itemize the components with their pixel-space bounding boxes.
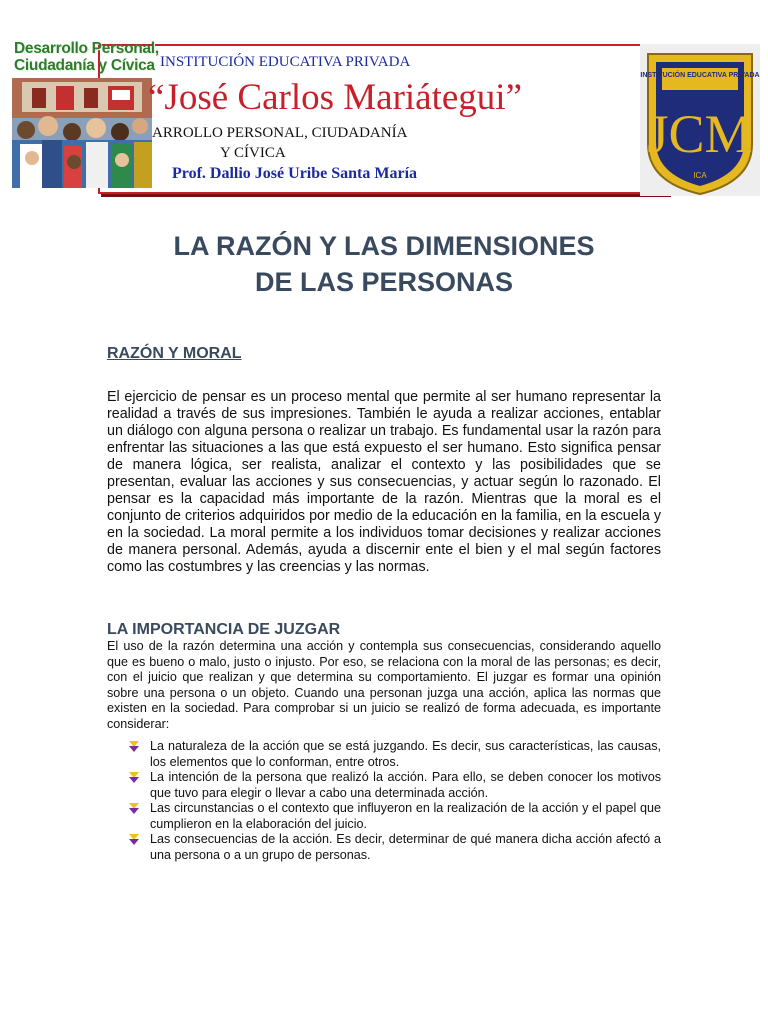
school-name: “José Carlos Mariátegui” — [148, 77, 522, 118]
list-item-text: Las circunstancias o el contexto que influyeron en la realización de la acción y el papel que cumplieron en la elaboración del juicio. — [150, 801, 661, 831]
list-item-text: Las consecuencias de la acción. Es decir, determinar de qué manera dicha acción afectó a una persona o a un grupo de personas. — [150, 832, 661, 862]
section-paragraph-importancia-juzgar: El uso de la razón determina una acción y contempla sus consecuencias, considerando aquello que es bueno o malo, justo o injusto. Por eso, se relaciona con la moral de las personas; es decir, con el juicio que realizan y que determina su comportamiento. El juzgar es formar una opinión sobre una persona o un objeto. Cuando una personan juzga una acción, aplica las normas que existen en la sociedad. Para comprobar si un juicio se realizó de forma adecuada, es importante considerar: — [107, 639, 661, 731]
institution-type: INSTITUCIÓN EDUCATIVA PRIVADA — [160, 54, 411, 70]
course-name-line1: ARROLLO PERSONAL, CIUDADANÍA — [152, 125, 408, 141]
section-heading-razon-moral: RAZÓN Y MORAL — [107, 345, 242, 362]
section-paragraph-razon-moral: El ejercicio de pensar es un proceso mental que permite al ser humano representar la realidad a través de sus impresiones. También le ayuda a realizar acciones, entablar un diálogo con alguna persona o realizar un trabajo. Es fundamental usar la razón para enfrentar las situaciones a las que está expuesto el ser humano. Esto significa pensar de manera lógica, ser realista, analizar el contexto y las posibilidades que se presentan, evaluar las acciones y sus consecuencias, y actuar según lo razonado. El pensar es la capacidad más importante de la razón. Mientras que la moral es el conjunto de criterios adquiridos por medio de la educación en la familia, en la escuela y en la sociedad. La moral permite a los individuos tomar decisiones y realizar acciones de manera personal. Además, ayuda a discernir ente el bien y el mal según factores como las costumbres y las creencias y las normas. — [107, 389, 661, 575]
students-collage-image — [12, 78, 152, 188]
arrow-bullet-icon — [127, 803, 141, 815]
crest-top-text: INSTITUCIÓN EDUCATIVA PRIVADA — [640, 72, 760, 79]
document-title-line2: DE LAS PERSONAS — [254, 267, 514, 297]
crest-monogram: JCM — [647, 104, 753, 164]
considerations-list — [127, 739, 661, 863]
course-logo-text-line2: Ciudadanía y Cívica — [14, 57, 155, 74]
course-logo-text — [14, 40, 164, 74]
school-crest-logo — [640, 44, 760, 196]
course-name-line2: Y CÍVICA — [220, 145, 286, 161]
list-item — [127, 832, 661, 863]
section-heading-importancia-juzgar: LA IMPORTANCIA DE JUZGAR — [107, 621, 341, 638]
crest-bottom-text: ICA — [693, 171, 707, 180]
course-logo — [12, 40, 159, 188]
course-logo-text-line1: Desarrollo Personal, — [14, 40, 159, 57]
list-item — [127, 770, 661, 801]
document-title-line1: LA RAZÓN Y LAS DIMENSIONES — [173, 231, 595, 261]
arrow-bullet-icon — [127, 772, 141, 784]
list-item — [127, 739, 661, 770]
list-item — [127, 801, 661, 832]
teacher-name: Prof. Dallio José Uribe Santa María — [172, 165, 418, 182]
list-item-text: La naturaleza de la acción que se está juzgando. Es decir, sus características, las causas, los elementos que lo conforman, entre otros. — [150, 739, 661, 769]
arrow-bullet-icon — [127, 741, 141, 753]
list-item-text: La intención de la persona que realizó la acción. Para ello, se deben conocer los motivos que tuvo para elegir o llevar a cabo una determinada acción. — [150, 770, 661, 800]
arrow-bullet-icon — [127, 834, 141, 846]
